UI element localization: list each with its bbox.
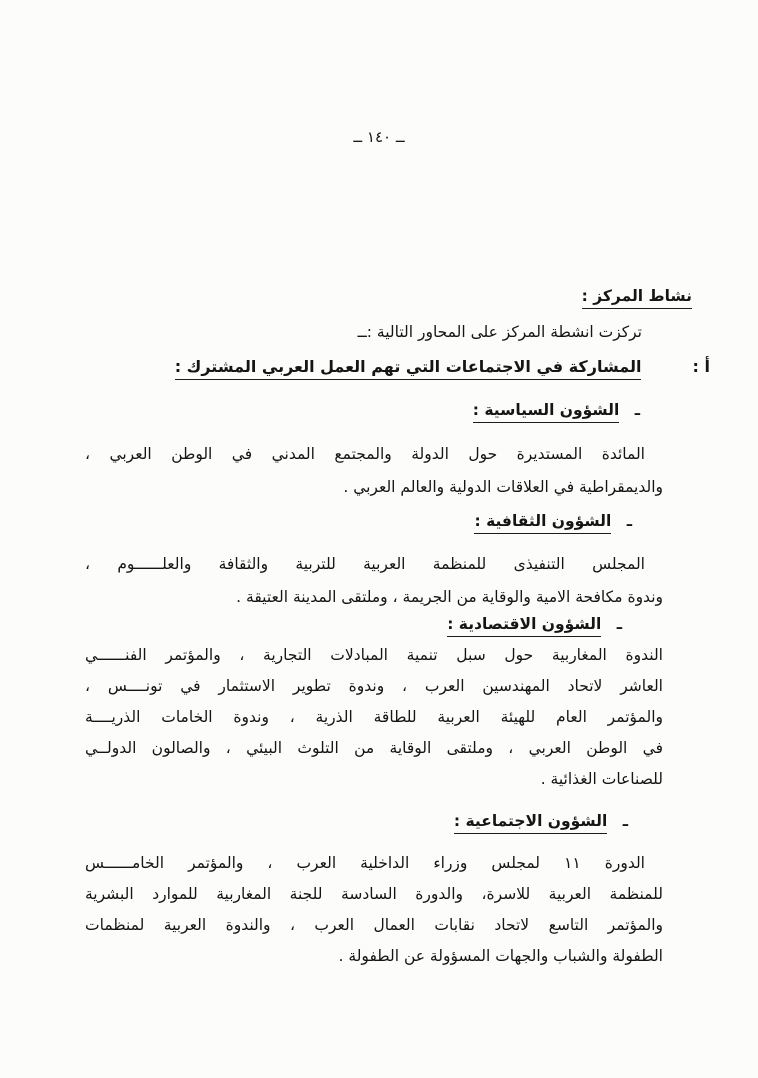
dash-icon: ـ	[616, 615, 622, 633]
section-title-political	[473, 401, 640, 423]
text-line: للصناعات الغذائية .	[540, 770, 663, 788]
paragraph-political	[85, 438, 663, 504]
dash-icon: ـ	[622, 812, 628, 830]
section-a-heading	[175, 357, 710, 380]
heading-center-activity	[582, 287, 692, 309]
section-a-title: المشاركة في الاجتماعات التي تهم العمل العربي المشترك :	[175, 357, 642, 380]
paragraph-economic	[85, 640, 663, 795]
text-line: العاشر لاتحاد المهندسين العرب ، وندوة تطوير الاستثمار في تونــــس ،	[85, 677, 663, 695]
text-line: في الوطن العربي ، وملتقى الوقاية من التلوث البيئي ، والصالون الدولــي	[85, 739, 663, 757]
section-title-text: الشؤون الاقتصادية :	[447, 615, 601, 637]
page-number: ــ ١٤٠ ــ	[353, 128, 405, 146]
text-line: للمنظمة العربية للاسرة، والدورة السادسة للجنة المغاربية للموارد البشرية	[85, 885, 663, 903]
text-line: وندوة مكافحة الامية والوقاية من الجريمة ، وملتقى المدينة العتيقة .	[236, 588, 663, 606]
section-title-text: الشؤون الاجتماعية :	[454, 812, 607, 834]
text-line: الندوة المغاربية حول سبل تنمية المبادلات التجارية ، والمؤتمر الفنــــــي	[85, 646, 663, 664]
text-line: الدورة ١١ لمجلس وزراء الداخلية العرب ، والمؤتمر الخامــــــس	[85, 854, 645, 872]
section-title-cultural	[474, 512, 632, 534]
section-title-text: الشؤون السياسية :	[473, 401, 620, 423]
text-line: الطفولة والشباب والجهات المسؤولة عن الطفولة .	[338, 947, 663, 965]
section-title-social	[454, 812, 628, 834]
text-line: والديمقراطية في العلاقات الدولية والعالم العربي .	[343, 478, 663, 496]
paragraph-cultural	[85, 548, 663, 614]
text-line: المائدة المستديرة حول الدولة والمجتمع المدني في الوطن العربي ،	[85, 445, 645, 463]
intro-line: تركزت انشطة المركز على المحاور التالية :ــ	[357, 323, 642, 341]
text-line: والمؤتمر العام للهيئة العربية للطاقة الذرية ، وندوة الخامات الذريــــة	[85, 708, 663, 726]
text-line: والمؤتمر التاسع لاتحاد نقابات العمال العرب ، والندوة العربية لمنظمات	[85, 916, 663, 934]
paragraph-social	[85, 848, 663, 972]
dash-icon: ـ	[634, 401, 640, 419]
text-line: المجلس التنفيذى للمنظمة العربية للتربية والثقافة والعلــــــوم ،	[85, 555, 645, 573]
section-title-text: الشؤون الثقافية :	[474, 512, 611, 534]
section-a-marker: أ :	[692, 357, 710, 376]
heading-center-activity-text: نشاط المركز :	[582, 287, 692, 309]
dash-icon: ـ	[626, 512, 632, 530]
section-title-economic	[447, 615, 622, 637]
